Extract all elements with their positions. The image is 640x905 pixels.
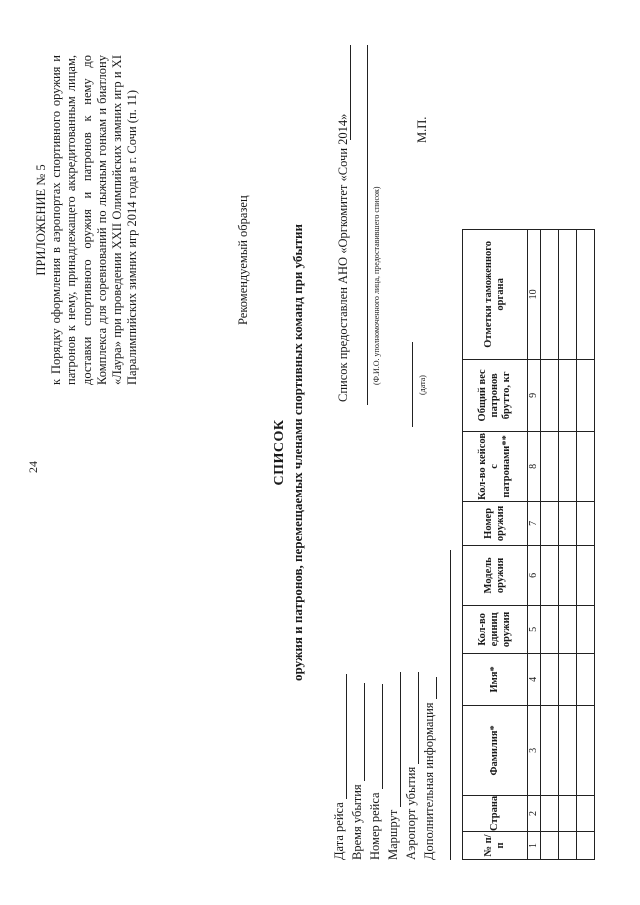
fio-line [367,45,368,405]
column-number: 4 [528,653,541,705]
provided-by-line [350,45,351,140]
table-cell [577,605,595,653]
header-cell: Кол-во единиц оружия [463,605,528,653]
header-cell: Кол-во кейсов с патронами** [463,431,528,501]
column-number: 8 [528,431,541,501]
field-route-line [388,672,401,807]
table-cell [577,653,595,705]
document-title-block [272,0,306,905]
date-line [412,342,413,427]
table-cell [577,501,595,545]
field-route-label: Маршрут [386,809,400,860]
document-subtitle: оружия и патронов, перемещаемых членами спортивных команд при убытии [290,224,305,681]
table-cell [577,359,595,431]
table-cell [541,795,559,831]
table-cell [541,431,559,501]
table-cell [541,229,559,359]
table-cell [577,229,595,359]
appendix-block [34,55,140,385]
table-cell [577,705,595,795]
weapons-table [462,229,595,860]
table-cell [541,832,559,860]
appendix-title: ПРИЛОЖЕНИЕ № 5 [34,164,48,276]
sample-label: Рекомендуемый образец [236,195,250,325]
table-cell [541,605,559,653]
table-row [559,229,577,859]
field-departure-airport-line [406,672,419,764]
field-departure-time [350,683,365,860]
fio-note: (Ф.И.О. уполномоченного лица, предоставившего список) [372,186,381,385]
table-cell [559,229,577,359]
column-number: 2 [528,795,541,831]
provided-by [336,114,351,402]
column-number: 3 [528,705,541,795]
header-cell: Общий вес патронов брутто, кг [463,359,528,431]
table-cell [541,501,559,545]
header-cell: № п/п [463,832,528,860]
table-row [577,229,595,859]
additional-info-extra-line [450,550,451,860]
table-cell [559,605,577,653]
document-title: СПИСОК [272,419,287,486]
provided-by-text: Список предоставлен АНО «Оргкомитет «Сочи 2014» [336,113,350,402]
header-cell: Страна [463,795,528,831]
field-flight-number-line [370,684,383,789]
table-cell [559,832,577,860]
table-header-row [463,229,528,859]
table-cell [577,431,595,501]
column-number: 10 [528,229,541,359]
table-cell [541,705,559,795]
table-cell [541,359,559,431]
header-cell: Модель оружия [463,545,528,605]
field-departure-time-line [352,683,365,781]
header-cell: Фамилия* [463,705,528,795]
field-departure-airport [404,672,419,860]
table-cell [541,653,559,705]
table-cell [541,545,559,605]
field-flight-date [332,674,347,860]
table-number-row [528,229,541,859]
column-number: 5 [528,605,541,653]
column-number: 6 [528,545,541,605]
table-cell [559,431,577,501]
date-note: (дата) [418,375,427,395]
table-cell [577,545,595,605]
field-flight-number-label: Номер рейса [368,792,382,860]
field-departure-time-label: Время убытия [350,784,364,860]
field-additional-info [422,677,437,860]
table-cell [559,545,577,605]
field-additional-info-line [424,677,437,699]
table-cell [559,795,577,831]
field-route [386,672,401,860]
page-number: 24 [26,461,40,473]
table-cell [559,359,577,431]
field-flight-date-label: Дата рейса [332,802,346,860]
field-additional-info-label: Дополнительная информация [422,702,436,860]
table-cell [559,501,577,545]
table-cell [559,705,577,795]
header-cell: Отметки таможенного органа [463,229,528,359]
header-cell: Имя* [463,653,528,705]
header-cell: Номер оружия [463,501,528,545]
column-number: 1 [528,832,541,860]
column-number: 9 [528,359,541,431]
appendix-text: к Порядку оформления в аэропортах спортивного оружия и патронов к нему, принадлежащего аккредитованным лицам, доставки спортивного оружия и патронов к нему до Комплекса для соревнований по лыжным гонкам и биатлону «Лаура» при проведении XXII Олимпийских зимних игр и XI Паралимпийских зимних игр 2014 года в г. Сочи (п. 11) [49,55,140,385]
stamp-placeholder: М.П. [415,116,429,143]
table-cell [577,832,595,860]
column-number: 7 [528,501,541,545]
table-row [541,229,559,859]
field-flight-number [368,684,383,860]
field-departure-airport-label: Аэропорт убытия [404,766,418,860]
field-flight-date-line [334,674,347,799]
table-cell [559,653,577,705]
table-cell [577,795,595,831]
